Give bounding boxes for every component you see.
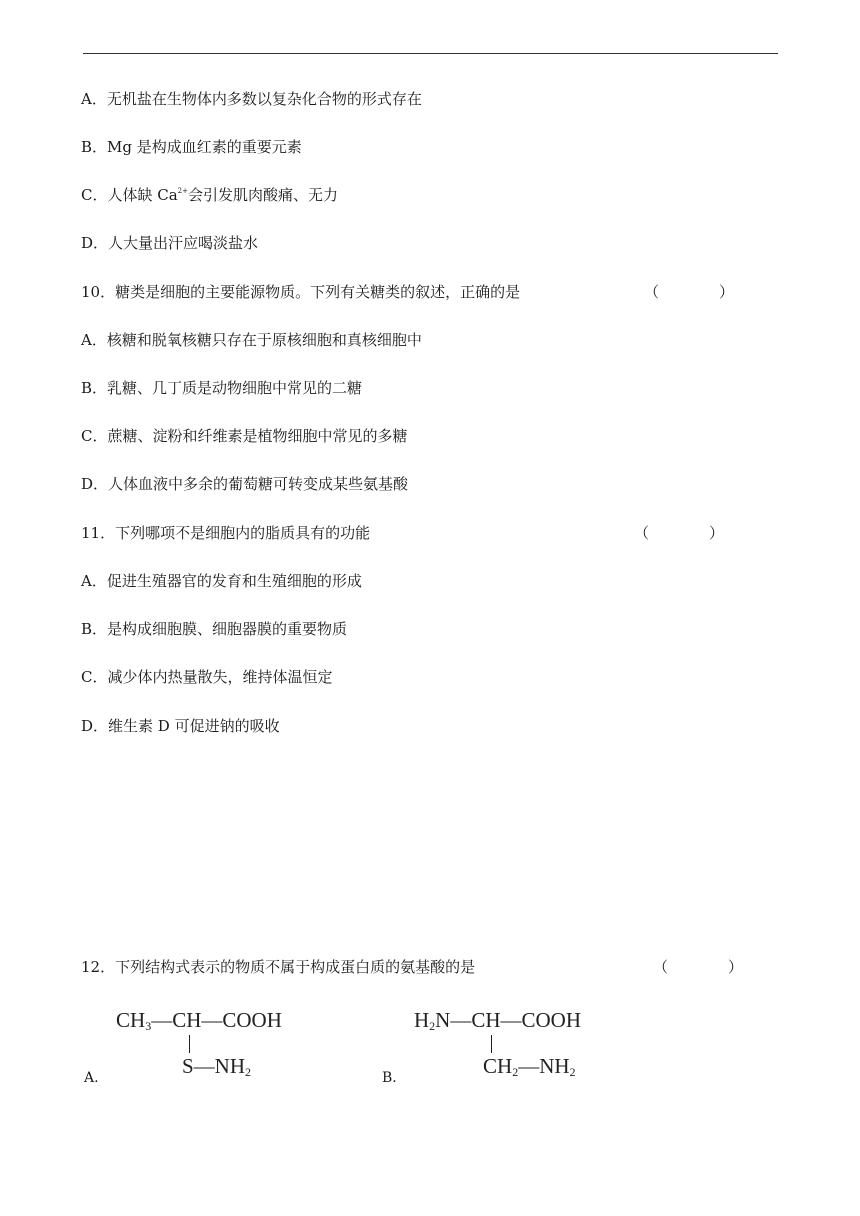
q10-option-a: A．核糖和脱氧核糖只存在于原核细胞和真核细胞中 (81, 331, 422, 349)
q12-stem: 12．下列结构式表示的物质不属于构成蛋白质的氨基酸的是 (81, 958, 476, 976)
structure-b (414, 1008, 644, 1082)
q10-option-b: B．乳糖、几丁质是动物细胞中常见的二糖 (81, 379, 363, 397)
structure-a-backbone: —CH—COOH (151, 1008, 282, 1032)
q10-option-d: D．人体血液中多余的葡萄糖可转变成某些氨基酸 (81, 475, 409, 493)
structure-b-bottom-row (483, 1054, 576, 1078)
header-rule (83, 53, 778, 54)
q11-stem: 11．下列哪项不是细胞内的脂质具有的功能 (81, 524, 371, 542)
q11-option-b: B．是构成细胞膜、细胞器膜的重要物质 (81, 620, 348, 638)
structure-a-bond (189, 1035, 190, 1053)
q10-option-c: C．蔗糖、淀粉和纤维素是植物细胞中常见的多糖 (81, 427, 408, 445)
structure-b-amino-h: H (414, 1008, 430, 1032)
structure-b-backbone: N—CH—COOH (435, 1008, 582, 1032)
structure-b-side-chain-sub: 2 (512, 1065, 519, 1079)
calcium-ion-charge: 2+ (177, 187, 188, 195)
structure-b-bond (491, 1035, 492, 1053)
structure-a-top-row (116, 1008, 282, 1032)
structure-a-methyl: CH (116, 1008, 146, 1032)
q9-option-c (81, 184, 338, 206)
q12-answer-blank: （ ） (653, 958, 744, 976)
q11-option-d: D．维生素 D 可促进钠的吸收 (81, 717, 280, 735)
q9-option-d: D．人大量出汗应喝淡盐水 (81, 234, 259, 252)
q11-option-c: C．减少体内热量散失，维持体温恒定 (81, 668, 333, 686)
q9-option-c-rest: 会引发肌肉酸痛、无力 (188, 186, 339, 204)
structure-a-bottom-row (182, 1054, 251, 1078)
structure-b-side-chain-tail: —NH (518, 1054, 570, 1078)
q10-answer-blank: （ ） (644, 283, 735, 301)
q9-option-b: B．Mg 是构成血红素的重要元素 (81, 138, 302, 156)
q12-option-a-label: A. (84, 1070, 99, 1086)
q9-option-c-text: C．人体缺 Ca (81, 186, 178, 204)
structure-a-methyl-sub: 3 (145, 1019, 152, 1033)
q12-option-b-label: B. (382, 1070, 397, 1086)
structure-b-amino-h-sub: 2 (429, 1019, 436, 1033)
q10-stem: 10．糖类是细胞的主要能源物质。下列有关糖类的叙述，正确的是 (81, 283, 521, 301)
structure-b-top-row (414, 1008, 581, 1032)
structure-b-side-chain-tail-sub: 2 (569, 1065, 576, 1079)
structure-a-side-chain: S—NH (182, 1054, 246, 1078)
q11-option-a: A．促进生殖器官的发育和生殖细胞的形成 (81, 572, 362, 590)
q11-answer-blank: （ ） (634, 524, 725, 542)
q9-option-a: A．无机盐在生物体内多数以复杂化合物的形式存在 (81, 90, 422, 108)
structure-a-side-chain-sub: 2 (245, 1065, 252, 1079)
structure-b-side-chain: CH (483, 1054, 513, 1078)
structure-a (116, 1008, 336, 1082)
